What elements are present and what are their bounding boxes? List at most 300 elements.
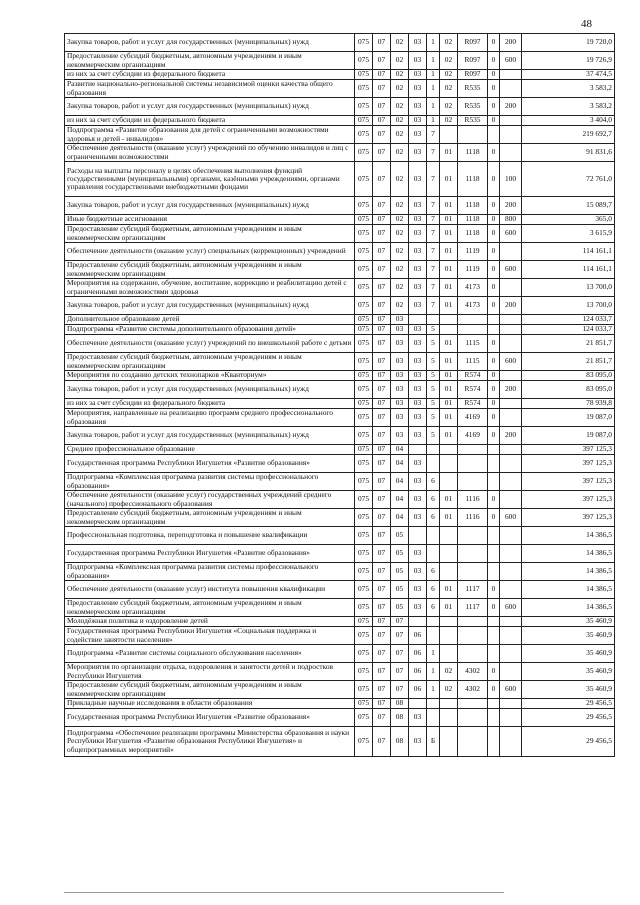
cell-amount: 15 089,7: [522, 197, 615, 215]
row-name: Закупка товаров, работ и услуг для государственных (муниципальных) нужд: [65, 98, 355, 116]
cell-program-code: [409, 527, 427, 545]
cell-section-code: 07: [373, 617, 391, 627]
row-name: из них за счет субсидии из федерального бюджета: [65, 116, 355, 126]
cell-event-code: [440, 727, 458, 757]
cell-expense-type: [500, 409, 522, 427]
cell-subsection-code: 02: [391, 162, 409, 197]
cell-amount: 35 460,9: [522, 663, 615, 681]
cell-expense-type: [500, 335, 522, 353]
table-row: [65, 315, 615, 325]
cell-subprogram-code: 7: [427, 243, 440, 261]
row-name: Расходы на выплаты персоналу в целях обеспечения выполнения функций государственными (муниципальными) органами, казёнными учреждениями, органами управления государственными внебюджетными фондами: [65, 162, 355, 197]
table-row: [65, 381, 615, 399]
cell-expense-type: [500, 399, 522, 409]
cell-ved-code: 075: [355, 315, 373, 325]
cell-event-code: 01: [440, 243, 458, 261]
cell-ved-code: 075: [355, 681, 373, 699]
cell-program-code: 03: [409, 727, 427, 757]
cell-section-code: 07: [373, 297, 391, 315]
row-name: Развитие национально-региональной системы независимой оценки качества общего образования: [65, 80, 355, 98]
cell-event-code: 01: [440, 162, 458, 197]
table-row: [65, 279, 615, 297]
cell-program-code: 03: [409, 297, 427, 315]
cell-amount: 3 615,9: [522, 225, 615, 243]
cell-section-code: 07: [373, 315, 391, 325]
cell-program-code: 06: [409, 645, 427, 663]
cell-subprogram-code: [427, 709, 440, 727]
cell-section-code: 07: [373, 563, 391, 581]
cell-section-code: 07: [373, 645, 391, 663]
cell-section-code: 07: [373, 144, 391, 162]
cell-expense-type: [500, 699, 522, 709]
cell-program-code: 03: [409, 279, 427, 297]
row-name: Подпрограмма «Обеспечение реализации программы Министерства образования и науки Республики Ингушетия «Развитие образования Республики Ингушетия» и общепрограммных мероприятий»: [65, 727, 355, 757]
cell-subprogram-code: Б: [427, 727, 440, 757]
cell-expense-type: 600: [500, 681, 522, 699]
cell-amount: 397 125,3: [522, 445, 615, 455]
cell-amount: 19 726,9: [522, 52, 615, 70]
cell-expense-type: [500, 445, 522, 455]
cell-expense-type: [500, 144, 522, 162]
cell-direction-code: 1117: [458, 581, 488, 599]
table-row: [65, 371, 615, 381]
cell-subprogram-code: 5: [427, 371, 440, 381]
cell-subprogram-code: 6: [427, 473, 440, 491]
cell-event-code: [440, 325, 458, 335]
cell-event-code: 02: [440, 681, 458, 699]
cell-extra-code: [488, 627, 500, 645]
cell-ved-code: 075: [355, 409, 373, 427]
cell-expense-type: [500, 645, 522, 663]
cell-subsection-code: 07: [391, 627, 409, 645]
cell-extra-code: [488, 126, 500, 144]
table-row: [65, 645, 615, 663]
row-name: Подпрограмма «Комплексная программа развития системы профессионального образования»: [65, 473, 355, 491]
cell-amount: 365,0: [522, 215, 615, 225]
row-name: Закупка товаров, работ и услуг для государственных (муниципальных) нужд: [65, 427, 355, 445]
cell-direction-code: R574: [458, 381, 488, 399]
cell-subprogram-code: 7: [427, 144, 440, 162]
cell-section-code: 07: [373, 52, 391, 70]
cell-expense-type: 100: [500, 162, 522, 197]
cell-event-code: [440, 527, 458, 545]
cell-subsection-code: 05: [391, 581, 409, 599]
cell-section-code: 07: [373, 709, 391, 727]
row-name: Предоставление субсидий бюджетным, автономным учреждениям и иным некоммерческим организациям: [65, 52, 355, 70]
cell-direction-code: R097: [458, 52, 488, 70]
cell-direction-code: 4169: [458, 409, 488, 427]
row-name: Подпрограмма «Развитие образования для детей с ограниченными возможностями здоровья и детей - инвалидов»: [65, 126, 355, 144]
cell-ved-code: 075: [355, 215, 373, 225]
cell-subsection-code: 07: [391, 681, 409, 699]
cell-section-code: 07: [373, 527, 391, 545]
cell-subsection-code: 02: [391, 144, 409, 162]
row-name: Обеспечение деятельности (оказание услуг) учреждений по обучению инвалидов и лиц с ограниченными возможностями: [65, 144, 355, 162]
cell-ved-code: 075: [355, 126, 373, 144]
cell-subsection-code: 03: [391, 409, 409, 427]
table-row: [65, 34, 615, 52]
cell-expense-type: [500, 491, 522, 509]
table-row: [65, 197, 615, 215]
cell-direction-code: [458, 709, 488, 727]
cell-program-code: 03: [409, 381, 427, 399]
cell-expense-type: 200: [500, 427, 522, 445]
cell-subprogram-code: 7: [427, 126, 440, 144]
cell-program-code: 03: [409, 261, 427, 279]
cell-program-code: [409, 445, 427, 455]
cell-direction-code: [458, 627, 488, 645]
cell-program-code: [409, 699, 427, 709]
cell-expense-type: [500, 371, 522, 381]
cell-extra-code: 0: [488, 409, 500, 427]
cell-extra-code: 0: [488, 663, 500, 681]
cell-program-code: 03: [409, 581, 427, 599]
cell-program-code: [409, 315, 427, 325]
table-row: [65, 455, 615, 473]
cell-amount: 35 460,9: [522, 617, 615, 627]
cell-direction-code: [458, 473, 488, 491]
cell-expense-type: 600: [500, 353, 522, 371]
cell-subprogram-code: 5: [427, 325, 440, 335]
cell-extra-code: 0: [488, 144, 500, 162]
cell-section-code: 07: [373, 455, 391, 473]
table-row: [65, 335, 615, 353]
cell-subsection-code: 08: [391, 709, 409, 727]
cell-section-code: 07: [373, 663, 391, 681]
cell-expense-type: 200: [500, 197, 522, 215]
cell-subprogram-code: 5: [427, 409, 440, 427]
cell-direction-code: [458, 699, 488, 709]
table-row: [65, 325, 615, 335]
cell-event-code: 01: [440, 599, 458, 617]
cell-subsection-code: 03: [391, 427, 409, 445]
row-name: Мероприятия по созданию детских технопарков «Кванториум»: [65, 371, 355, 381]
cell-amount: 3 583,2: [522, 80, 615, 98]
cell-direction-code: 1115: [458, 353, 488, 371]
cell-program-code: 03: [409, 215, 427, 225]
cell-subsection-code: 02: [391, 225, 409, 243]
cell-event-code: 01: [440, 297, 458, 315]
cell-expense-type: 600: [500, 261, 522, 279]
table-row: [65, 126, 615, 144]
cell-direction-code: [458, 645, 488, 663]
cell-direction-code: 4302: [458, 663, 488, 681]
cell-event-code: [440, 709, 458, 727]
cell-amount: 13 700,0: [522, 297, 615, 315]
cell-event-code: [440, 645, 458, 663]
cell-subprogram-code: 6: [427, 509, 440, 527]
cell-subprogram-code: [427, 445, 440, 455]
cell-extra-code: [488, 563, 500, 581]
cell-ved-code: 075: [355, 279, 373, 297]
table-row: [65, 80, 615, 98]
cell-program-code: 03: [409, 399, 427, 409]
cell-direction-code: 1118: [458, 162, 488, 197]
cell-extra-code: [488, 325, 500, 335]
cell-extra-code: [488, 645, 500, 663]
cell-ved-code: 075: [355, 225, 373, 243]
cell-extra-code: 0: [488, 34, 500, 52]
cell-direction-code: [458, 315, 488, 325]
cell-program-code: 03: [409, 98, 427, 116]
cell-direction-code: 1118: [458, 144, 488, 162]
table-row: [65, 409, 615, 427]
cell-amount: 35 460,9: [522, 681, 615, 699]
cell-section-code: 07: [373, 545, 391, 563]
cell-subprogram-code: 1: [427, 116, 440, 126]
cell-subsection-code: 03: [391, 371, 409, 381]
row-name: Среднее профессиональное образование: [65, 445, 355, 455]
cell-ved-code: 075: [355, 627, 373, 645]
cell-ved-code: 075: [355, 509, 373, 527]
cell-amount: 83 095,0: [522, 371, 615, 381]
cell-amount: 397 125,3: [522, 455, 615, 473]
budget-table: [64, 33, 615, 757]
cell-event-code: 01: [440, 371, 458, 381]
cell-subprogram-code: 5: [427, 399, 440, 409]
table-row: [65, 427, 615, 445]
table-row: [65, 445, 615, 455]
cell-ved-code: 075: [355, 80, 373, 98]
cell-ved-code: 075: [355, 297, 373, 315]
cell-subprogram-code: 1: [427, 645, 440, 663]
cell-section-code: 07: [373, 727, 391, 757]
cell-subprogram-code: 7: [427, 279, 440, 297]
cell-direction-code: 1117: [458, 599, 488, 617]
cell-expense-type: [500, 325, 522, 335]
cell-subprogram-code: 5: [427, 381, 440, 399]
cell-expense-type: [500, 627, 522, 645]
cell-subsection-code: 03: [391, 325, 409, 335]
cell-subsection-code: 05: [391, 563, 409, 581]
row-name: Закупка товаров, работ и услуг для государственных (муниципальных) нужд: [65, 297, 355, 315]
cell-section-code: 07: [373, 381, 391, 399]
cell-event-code: 01: [440, 581, 458, 599]
cell-extra-code: [488, 617, 500, 627]
cell-subprogram-code: 7: [427, 261, 440, 279]
table-row: [65, 727, 615, 757]
page-number: 48: [581, 18, 592, 30]
cell-program-code: 03: [409, 491, 427, 509]
table-row: [65, 98, 615, 116]
footer-divider: [64, 892, 504, 893]
cell-subsection-code: 03: [391, 381, 409, 399]
table-row: [65, 681, 615, 699]
cell-event-code: [440, 455, 458, 473]
cell-amount: 397 125,3: [522, 491, 615, 509]
cell-expense-type: [500, 563, 522, 581]
cell-extra-code: [488, 315, 500, 325]
cell-direction-code: 1118: [458, 197, 488, 215]
cell-subsection-code: 03: [391, 335, 409, 353]
cell-program-code: 03: [409, 371, 427, 381]
cell-direction-code: 4302: [458, 681, 488, 699]
table-row: [65, 243, 615, 261]
cell-extra-code: 0: [488, 297, 500, 315]
cell-direction-code: 4173: [458, 297, 488, 315]
cell-extra-code: 0: [488, 225, 500, 243]
cell-ved-code: 075: [355, 70, 373, 80]
cell-section-code: 07: [373, 98, 391, 116]
cell-section-code: 07: [373, 116, 391, 126]
cell-section-code: 07: [373, 409, 391, 427]
cell-section-code: 07: [373, 353, 391, 371]
cell-program-code: 03: [409, 243, 427, 261]
cell-amount: 124 033,7: [522, 315, 615, 325]
cell-event-code: [440, 545, 458, 563]
row-name: Подпрограмма «Развитие системы социального обслуживания населения»: [65, 645, 355, 663]
cell-program-code: 03: [409, 162, 427, 197]
cell-section-code: 07: [373, 473, 391, 491]
cell-expense-type: [500, 116, 522, 126]
cell-extra-code: [488, 699, 500, 709]
table-row: [65, 599, 615, 617]
cell-subprogram-code: 6: [427, 581, 440, 599]
cell-section-code: 07: [373, 215, 391, 225]
cell-extra-code: 0: [488, 243, 500, 261]
cell-program-code: 06: [409, 681, 427, 699]
cell-extra-code: 0: [488, 98, 500, 116]
cell-direction-code: R535: [458, 80, 488, 98]
cell-subprogram-code: 5: [427, 353, 440, 371]
cell-direction-code: R574: [458, 399, 488, 409]
cell-event-code: 01: [440, 261, 458, 279]
cell-subprogram-code: 1: [427, 80, 440, 98]
cell-amount: 13 700,0: [522, 279, 615, 297]
cell-program-code: 03: [409, 545, 427, 563]
cell-subsection-code: 02: [391, 52, 409, 70]
cell-subsection-code: 03: [391, 399, 409, 409]
cell-extra-code: 0: [488, 162, 500, 197]
cell-ved-code: 075: [355, 399, 373, 409]
cell-amount: 14 386,5: [522, 545, 615, 563]
cell-subprogram-code: 1: [427, 34, 440, 52]
table-row: [65, 627, 615, 645]
cell-direction-code: [458, 545, 488, 563]
cell-section-code: 07: [373, 335, 391, 353]
cell-subsection-code: 04: [391, 445, 409, 455]
cell-section-code: 07: [373, 225, 391, 243]
cell-event-code: 02: [440, 116, 458, 126]
cell-extra-code: 0: [488, 681, 500, 699]
cell-event-code: [440, 699, 458, 709]
cell-ved-code: 075: [355, 243, 373, 261]
cell-expense-type: 600: [500, 509, 522, 527]
row-name: Государственная программа Республики Ингушетия «Развитие образования»: [65, 455, 355, 473]
table-row: [65, 261, 615, 279]
cell-subprogram-code: 7: [427, 162, 440, 197]
cell-ved-code: 075: [355, 34, 373, 52]
cell-direction-code: 1119: [458, 243, 488, 261]
table-row: [65, 144, 615, 162]
cell-ved-code: 075: [355, 353, 373, 371]
cell-subsection-code: 02: [391, 243, 409, 261]
cell-ved-code: 075: [355, 727, 373, 757]
cell-ved-code: 075: [355, 663, 373, 681]
cell-expense-type: [500, 527, 522, 545]
cell-extra-code: [488, 473, 500, 491]
cell-extra-code: 0: [488, 599, 500, 617]
table-row: [65, 663, 615, 681]
cell-expense-type: [500, 545, 522, 563]
cell-event-code: 02: [440, 80, 458, 98]
cell-expense-type: 600: [500, 599, 522, 617]
cell-direction-code: 1116: [458, 509, 488, 527]
cell-section-code: 07: [373, 627, 391, 645]
cell-program-code: 03: [409, 52, 427, 70]
table-row: [65, 353, 615, 371]
cell-extra-code: 0: [488, 80, 500, 98]
cell-section-code: 07: [373, 126, 391, 144]
cell-direction-code: 4169: [458, 427, 488, 445]
cell-subprogram-code: 1: [427, 52, 440, 70]
cell-direction-code: 1118: [458, 225, 488, 243]
cell-event-code: [440, 126, 458, 144]
cell-amount: 37 474,5: [522, 70, 615, 80]
row-name: Обеспечение деятельности (оказание услуг) института повышения квалификации: [65, 581, 355, 599]
cell-program-code: 03: [409, 225, 427, 243]
table-row: [65, 709, 615, 727]
cell-ved-code: 075: [355, 527, 373, 545]
cell-section-code: 07: [373, 491, 391, 509]
cell-direction-code: [458, 617, 488, 627]
cell-subprogram-code: [427, 527, 440, 545]
cell-amount: 114 161,1: [522, 243, 615, 261]
cell-section-code: 07: [373, 599, 391, 617]
row-name: Обеспечение деятельности (оказание услуг) учреждений по внешкольной работе с детьми: [65, 335, 355, 353]
cell-extra-code: [488, 445, 500, 455]
cell-ved-code: 075: [355, 197, 373, 215]
row-name: Мероприятия по организации отдыха, оздоровления и занятости детей и подростков Республики Ингушетия: [65, 663, 355, 681]
cell-amount: 19 720,0: [522, 34, 615, 52]
cell-expense-type: 200: [500, 98, 522, 116]
row-name: Предоставление субсидий бюджетным, автономным учреждениям и иным некоммерческим организациям: [65, 353, 355, 371]
cell-subprogram-code: [427, 315, 440, 325]
cell-amount: 397 125,3: [522, 509, 615, 527]
cell-amount: 29 456,5: [522, 709, 615, 727]
cell-subprogram-code: 1: [427, 663, 440, 681]
cell-amount: 3 404,0: [522, 116, 615, 126]
cell-extra-code: 0: [488, 381, 500, 399]
cell-extra-code: 0: [488, 371, 500, 381]
cell-amount: 14 386,5: [522, 581, 615, 599]
cell-direction-code: R535: [458, 116, 488, 126]
table-row: [65, 297, 615, 315]
row-name: из них за счет субсидии из федерального бюджета: [65, 399, 355, 409]
cell-subprogram-code: 6: [427, 491, 440, 509]
cell-amount: 29 456,5: [522, 699, 615, 709]
cell-event-code: 01: [440, 353, 458, 371]
row-name: Мероприятия, направленные на реализацию программ среднего профессионального образования: [65, 409, 355, 427]
cell-event-code: [440, 315, 458, 325]
cell-amount: 35 460,9: [522, 645, 615, 663]
cell-event-code: 01: [440, 279, 458, 297]
cell-amount: 397 125,3: [522, 473, 615, 491]
cell-event-code: 01: [440, 335, 458, 353]
table-row: [65, 225, 615, 243]
cell-program-code: 03: [409, 709, 427, 727]
cell-program-code: 03: [409, 563, 427, 581]
row-name: Закупка товаров, работ и услуг для государственных (муниципальных) нужд: [65, 34, 355, 52]
cell-program-code: 03: [409, 144, 427, 162]
cell-amount: 29 456,5: [522, 727, 615, 757]
cell-section-code: 07: [373, 681, 391, 699]
cell-section-code: 07: [373, 699, 391, 709]
cell-ved-code: 075: [355, 371, 373, 381]
cell-extra-code: 0: [488, 70, 500, 80]
cell-event-code: [440, 627, 458, 645]
cell-direction-code: R574: [458, 371, 488, 381]
